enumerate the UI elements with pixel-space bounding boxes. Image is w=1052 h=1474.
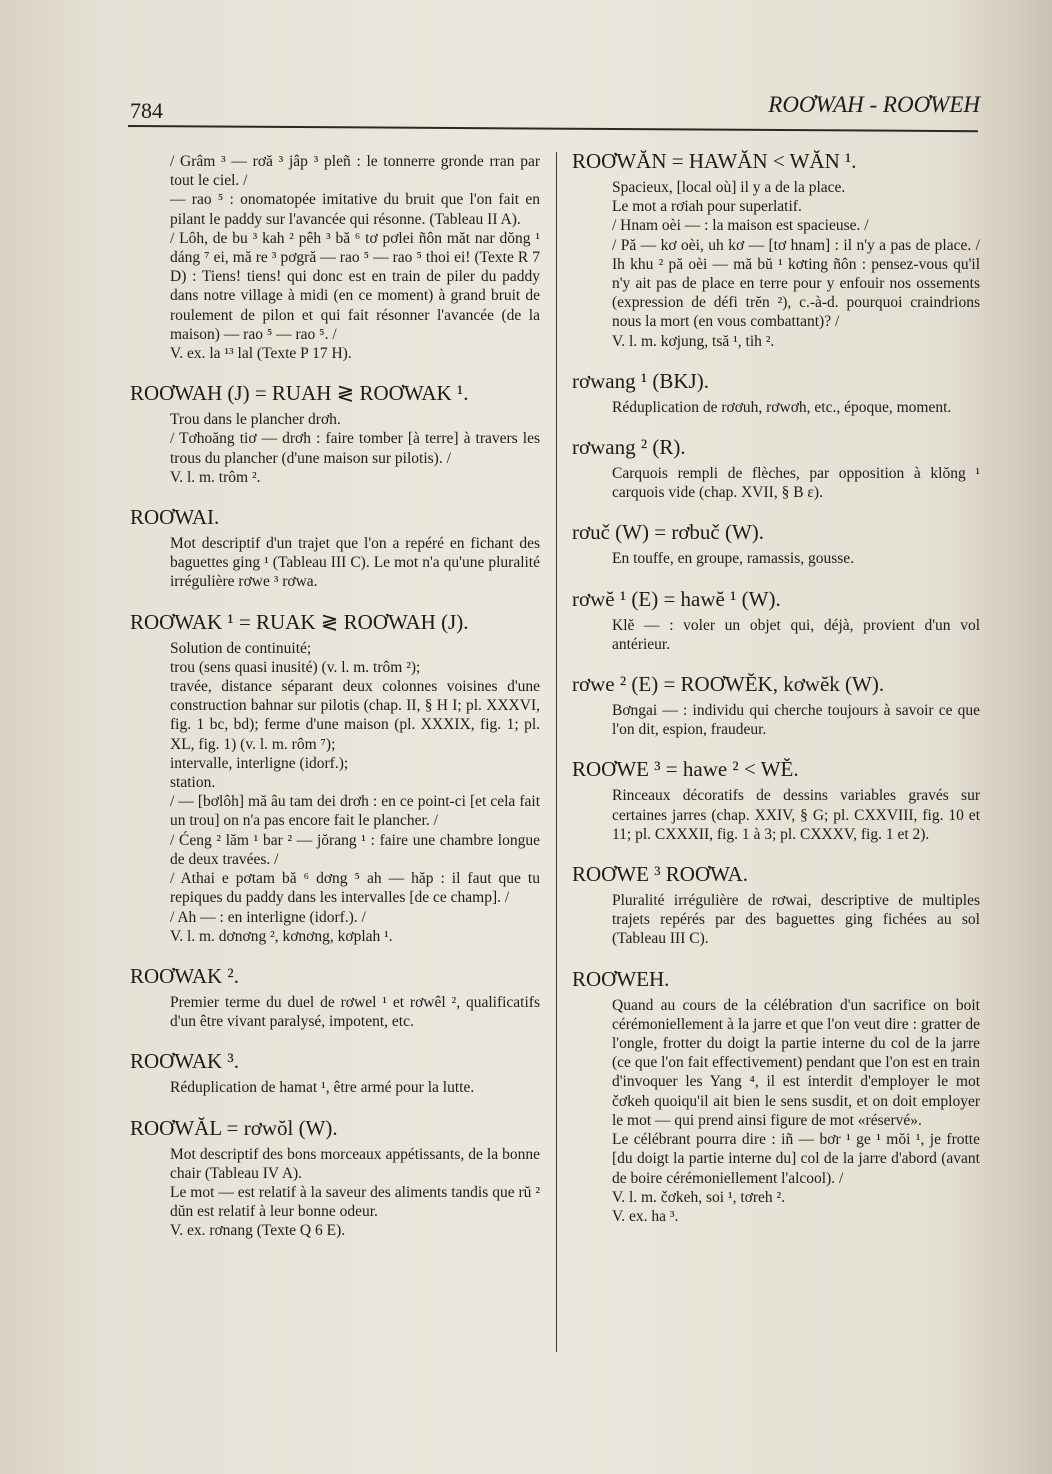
entry-line: V. ex. ha ³.	[612, 1207, 679, 1225]
header-rule	[128, 125, 978, 132]
entry-line: Réduplication de rơơuh, rơwơh, etc., époque, moment.	[612, 398, 952, 416]
left-column	[132, 152, 540, 1241]
dictionary-entry	[574, 519, 980, 568]
entry-headword: rơwang ¹ (BKJ).	[572, 368, 709, 393]
entry-line: / Ćeng ² lăm ¹ bar ² — jŏrang ¹ : faire une chambre longue de deux travées. /	[170, 831, 540, 868]
entry-headword: rơuč (W) = rơbuč (W).	[572, 520, 765, 545]
entry-line: Solution de continuité;	[170, 639, 312, 657]
entry-line: Le célébrant pourra dire : iñ — bơr ¹ ge ¹ mŏi ¹, je frotte [du doigt la partie interne du] col de la jarre d'abord (avant de boire cérémoniellement l'alcool). /	[612, 1131, 980, 1187]
dictionary-entry	[132, 1048, 540, 1097]
entry-line: V. l. m. dơnơng ², kơnơng, kơplah ¹.	[170, 927, 393, 945]
dictionary-entry	[574, 756, 980, 844]
entry-headword: ROƠWEH.	[572, 966, 670, 991]
entry-line: Quand au cours de la célébration d'un sacrifice on boit cérémoniellement à la jarre et que l'on veut dire : gratter de l'ongle, frotter du doigt la partie interne du col de la jarre (ce que l'on fait effectivement) pendant que l'on est en train d'invoquer les Yang ⁴, il est interdit d'employer le mot čơkeh quoiqu'il ait bien le sens susdit, et on doit employer le mot — qui prend ainsi figure de mot «réservé».	[612, 996, 980, 1129]
entry-headword: ROƠWAK ².	[130, 963, 239, 988]
entry-line: Mot descriptif d'un trajet que l'on a repéré en fichant des baguettes ging ¹ (Tableau III C). Le mot n'a qu'une pluralité irrégulière rơwe ³ rơwa.	[170, 535, 540, 591]
entry-line: / Grâm ³ — rơă ³ jâp ³ pleñ : le tonnerre gronde rran par tout le ciel. /	[170, 153, 540, 190]
continued-entry	[132, 152, 540, 363]
entry-headword: rơwe ² (E) = ROƠWĔK, kơwĕk (W).	[572, 672, 885, 697]
entry-line: Carquois rempli de flèches, par opposition à klŏng ¹ carquois vide (chap. XVII, § B ε).	[612, 465, 980, 502]
entry-line: V. ex. la ¹³ lal (Texte P 17 H).	[170, 345, 352, 363]
page-number: 784	[130, 98, 163, 123]
entry-line: travée, distance séparant deux colonnes voisines d'une construction bahnar sur pilotis (chap. II, § H I; pl. XXXVI, fig. 1 bc, bd); ferme d'une maison (pl. XXXIX, fig. 1; pl. XL, fig. 1) (v. l. m. rôm ⁷);	[170, 678, 540, 753]
entry-headword: ROƠWE ³ ROƠWA.	[572, 862, 749, 887]
entry-headword: rơwang ² (R).	[572, 435, 686, 460]
dictionary-entry	[132, 963, 540, 1031]
entry-headword: rơwĕ ¹ (E) = hawĕ ¹ (W).	[572, 586, 781, 611]
entry-line: / Hnam oèi — : la maison est spacieuse. /	[612, 217, 869, 235]
entry-headword: ROƠWE ³ = hawe ² < WĔ.	[572, 757, 799, 782]
entry-line: / Athai e pơtam bă ⁶ dơng ⁵ ah — hăp : il faut que tu repiques du paddy dans les intervalles [de ce champ]. /	[170, 870, 540, 907]
entry-headword: ROƠWAH (J) = RUAH ≷ ROƠWAK ¹.	[130, 381, 469, 406]
entry-line: Pluralité irrégulière de rơwai, descriptive de multiples trajets repérés par des baguettes ging fichées au sol (Tableau III C).	[612, 892, 980, 948]
entry-line: Premier terme du duel de rơwel ¹ et rơwêl ², qualificatifs d'un être vivant paralysé, impotent, etc.	[170, 993, 540, 1031]
entry-line: station.	[170, 774, 216, 792]
entry-headword: ROƠWĂL = rơwŏl (W).	[130, 1115, 338, 1140]
entry-headword: ROƠWAI.	[130, 505, 220, 530]
entry-line: / Lôh, de bu ³ kah ² pêh ³ bă ⁶ tơ pơlei ñôn măt nar dŏng ¹ dáng ⁷ ei, mă re ³ pơgră — rao ⁵ — rao ⁵ thoi ei! (Texte R 7 D) : Tiens! tiens! qui donc est en train de piler du paddy dans notre village à midi (en ce moment) à grand bruit de roulement de pilon et qui fait résonner l'avancée (de la maison) — rao ⁵ — rao ⁵. /	[170, 229, 540, 343]
dictionary-entry	[574, 148, 980, 351]
column-divider	[556, 152, 557, 1352]
entry-line: / Ah — : en interligne (idorf.). /	[170, 908, 366, 926]
entry-line: Réduplication de hamat ¹, être armé pour la lutte.	[170, 1079, 475, 1097]
dictionary-entry	[132, 380, 540, 487]
entry-line: Bơngai — : individu qui cherche toujours à savoir ce que l'on dit, espion, fraudeur.	[612, 702, 980, 739]
dictionary-entry	[132, 1115, 540, 1241]
dictionary-entry	[574, 434, 980, 502]
dictionary-entry	[574, 861, 980, 949]
entry-line: Trou dans le plancher drơh.	[170, 411, 341, 429]
entry-line: trou (sens quasi inusité) (v. l. m. trôm ²);	[170, 658, 421, 676]
entry-line: Le mot a rơiah pour superlatif.	[612, 198, 802, 216]
entry-headword: ROƠWAK ³.	[130, 1049, 239, 1074]
entry-line: V. l. m. kơjung, tsă ¹, tih ².	[612, 332, 775, 350]
dictionary-entry	[132, 504, 540, 592]
entry-line: / Pă — kơ oèi, uh kơ — [tơ hnam] : il n'y a pas de place. / Ih khu ² pă oèi — mă bŭ ¹ kơting ñôn : pensez-vous qu'il n'y ait pas de place en terre pour y enfouir nos ossements (expression de défi trĕn ²), c.-à-d. pourquoi craindrions nous la mort (en vous combattant)? /	[612, 236, 980, 331]
entry-line: V. l. m. trôm ².	[170, 468, 261, 486]
dictionary-entry	[574, 671, 980, 739]
entry-line: / — [bơlôh] mă âu tam dei drơh : en ce point-ci [et cela fait un trou] on n'a pas encore fait le plancher. /	[170, 793, 540, 830]
entry-line: Rinceaux décoratifs de dessins variables gravés sur certaines jarres (chap. XXIV, § G; pl. CXXVIII, fig. 10 et 11; pl. CXXXII, fig. 1 à 3; pl. CXXXV, fig. 1 et 2).	[612, 787, 980, 843]
dictionary-entry	[574, 966, 980, 1226]
entry-line: V. ex. rơnang (Texte Q 6 E).	[170, 1222, 346, 1240]
dictionary-entry	[574, 586, 980, 654]
dictionary-entry	[574, 368, 980, 417]
entry-line: intervalle, interligne (idorf.);	[170, 754, 349, 772]
running-head: ROƠWAH - ROƠWEH	[768, 92, 980, 117]
entry-headword: ROƠWAK ¹ = RUAK ≷ ROƠWAH (J).	[130, 609, 469, 634]
entry-line: Mot descriptif des bons morceaux appétissants, de la bonne chair (Tableau IV A).	[170, 1145, 540, 1182]
entry-headword: ROƠWĂN = HAWĂN < WĂN ¹.	[572, 149, 857, 173]
entry-line: En touffe, en groupe, ramassis, gousse.	[612, 550, 855, 568]
entry-line: V. l. m. čơkeh, soi ¹, tơreh ².	[612, 1188, 786, 1206]
entry-line: Spacieux, [local où] il y a de la place.	[612, 179, 846, 196]
right-column	[574, 148, 980, 1226]
entry-line: / Tơhoăng tiơ — drơh : faire tomber [à terre] à travers les trous du plancher (d'une maison sur pilotis). /	[170, 430, 540, 467]
entry-line: — rao ⁵ : onomatopée imitative du bruit que l'on fait en pilant le paddy sur l'avancée qui résonne. (Tableau II A).	[170, 191, 540, 228]
entry-line: Le mot — est relatif à la saveur des aliments tandis que rŭ ² dŭn est relatif à leur bonne odeur.	[170, 1183, 540, 1221]
dictionary-entry	[132, 609, 540, 946]
entry-line: Klĕ — : voler un objet qui, déjà, provient d'un vol antérieur.	[612, 616, 980, 653]
